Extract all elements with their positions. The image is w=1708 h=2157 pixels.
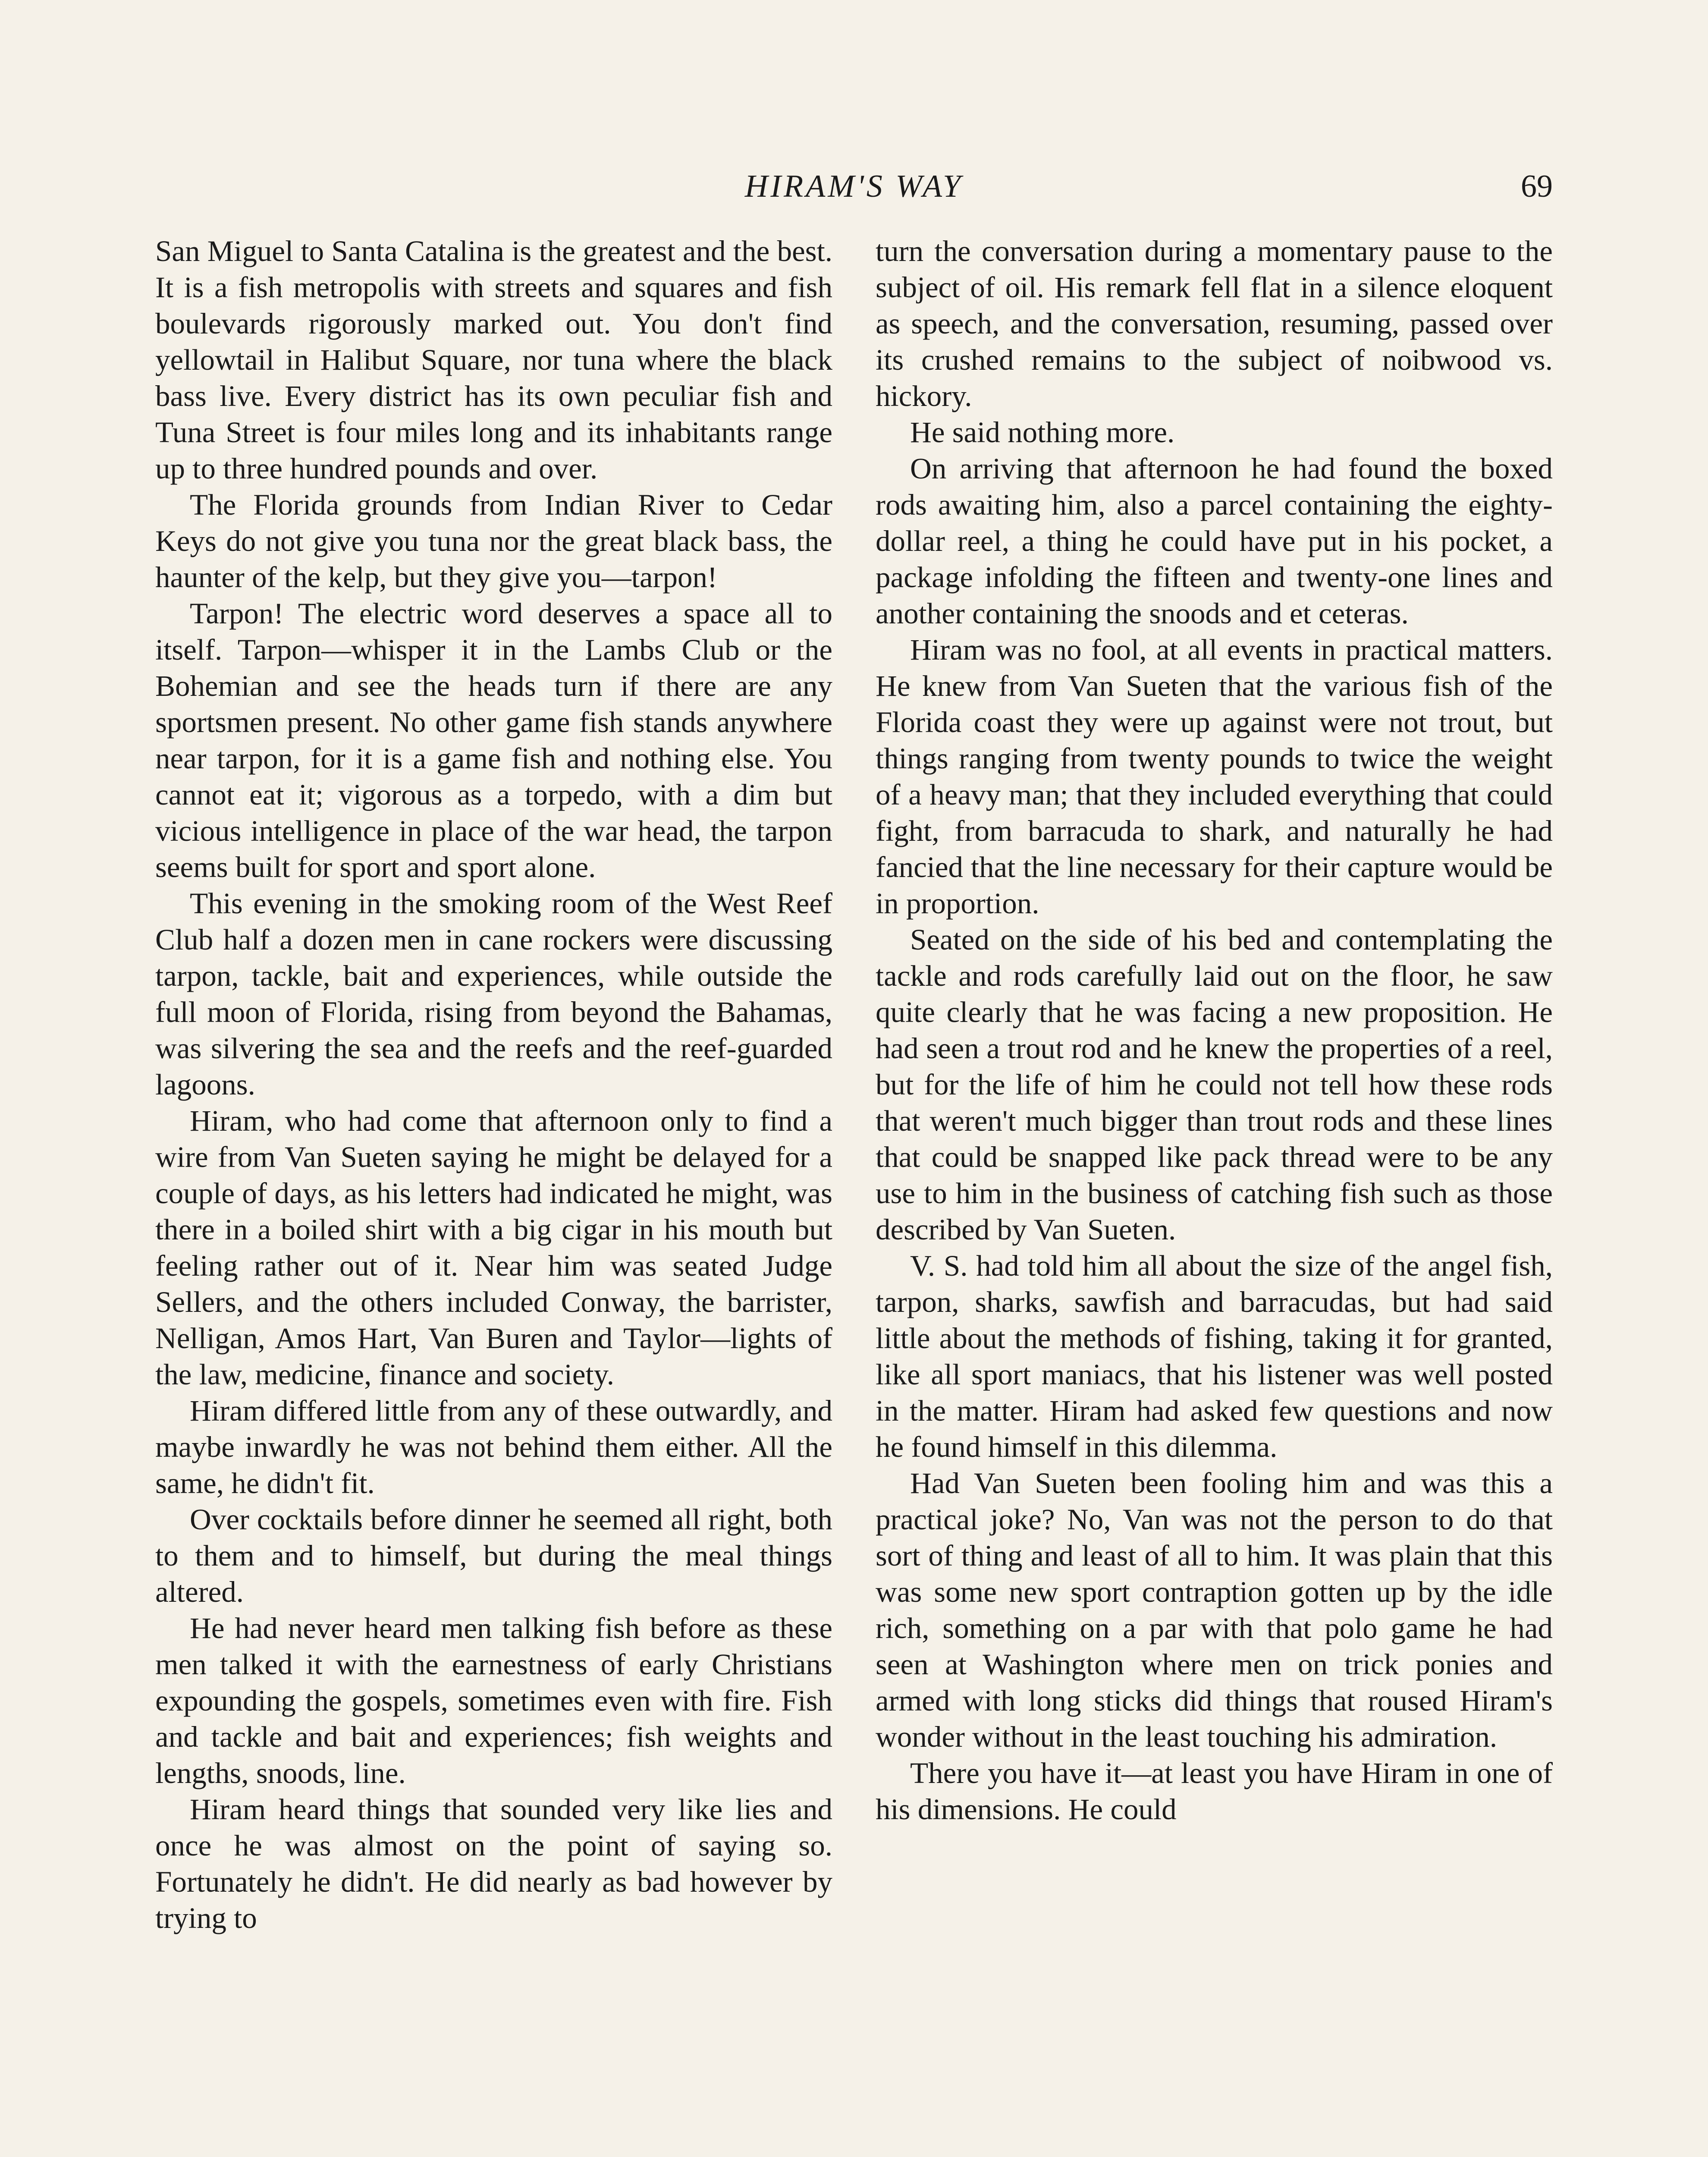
paragraph: Had Van Sueten been fooling him and was this a practical joke? No, Van was not the person to do that sort of thing and least of all to him. It was plain that this was some new sport contraption gotten up by the idle rich, something on a par with that polo game he had seen at Washington where men on trick ponies and armed with long sticks did things that roused Hiram's wonder without in the least touching his admiration. (876, 1467, 1553, 1753)
left-column (155, 233, 832, 1936)
paragraph: Hiram differed little from any of these outwardly, and maybe inwardly he was not behind them either. All the same, he didn't fit. (155, 1394, 832, 1500)
paragraph: Hiram heard things that sounded very like lies and once he was almost on the point of saying so. Fortunately he didn't. He did nearly as bad however by trying to (155, 1793, 832, 1934)
paragraph: turn the conversation during a momentary pause to the subject of oil. His remark fell flat in a silence eloquent as speech, and the conversation, resuming, passed over its crushed remains to the subject of noibwood vs. hickory. (876, 235, 1553, 412)
paragraph: V. S. had told him all about the size of the angel fish, tarpon, sharks, sawfish and barracudas, but had said little about the methods of fishing, taking it for granted, like all sport maniacs, that his listener was well posted in the matter. Hiram had asked few questions and now he found himself in this dilemma. (876, 1249, 1553, 1463)
paragraph: Hiram, who had come that afternoon only to find a wire from Van Sueten saying he might be delayed for a couple of days, as his letters had indicated he might, was there in a boiled shirt with a big cigar in his mouth but feeling rather out of it. Near him was seated Judge Sellers, and the others included Conway, the barrister, Nelligan, Amos Hart, Van Buren and Taylor—lights of the law, medicine, finance and society. (155, 1104, 832, 1391)
paragraph: There you have it—at least you have Hiram in one of his dimensions. He could (876, 1757, 1553, 1826)
paragraph: Over cocktails before dinner he seemed all right, both to them and to himself, but during the meal things altered. (155, 1503, 832, 1608)
right-column (876, 233, 1553, 1827)
page-header (155, 160, 1553, 212)
paragraph: San Miguel to Santa Catalina is the greatest and the best. It is a fish metropolis with streets and squares and fish boulevards rigorously marked out. You don't find yellowtail in Halibut Square, nor tuna where the black bass live. Every district has its own peculiar fish and Tuna Street is four miles long and its inhabitants range up to three hundred pounds and over. (155, 235, 832, 485)
paragraph: The Florida grounds from Indian River to Cedar Keys do not give you tuna nor the great black bass, the haunter of the kelp, but they give you—tarpon! (155, 488, 832, 594)
paragraph: He said nothing more. (910, 416, 1175, 449)
running-title: HIRAM'S WAY (744, 169, 964, 204)
paragraph: This evening in the smoking room of the West Reef Club half a dozen men in cane rockers were discussing tarpon, tackle, bait and experiences, while outside the full moon of Florida, rising from beyond the Bahamas, was silvering the sea and the reefs and the reef-guarded lagoons. (155, 887, 832, 1101)
page-number: 69 (1521, 169, 1553, 204)
paragraph: Tarpon! The electric word deserves a space all to itself. Tarpon—whisper it in the Lambs Club or the Bohemian and see the heads turn if there are any sportsmen present. No other game fish stands anywhere near tarpon, for it is a game fish and nothing else. You cannot eat it; vigorous as a torpedo, with a dim but vicious intelligence in place of the war head, the tarpon seems built for sport and sport alone. (155, 597, 832, 884)
paragraph: Seated on the side of his bed and contemplating the tackle and rods carefully laid out on the floor, he saw quite clearly that he was facing a new proposition. He had seen a trout rod and he knew the properties of a reel, but for the life of him he could not tell how these rods that weren't much bigger than trout rods and these lines that could be snapped like pack thread were to be any use to him in the business of catching fish such as those described by Van Sueten. (876, 923, 1553, 1246)
paragraph: Hiram was no fool, at all events in practical matters. He knew from Van Sueten that the various fish of the Florida coast they were up against were not trout, but things ranging from twenty pounds to twice the weight of a heavy man; that they included everything that could fight, from barracuda to shark, and naturally he had fancied that the line necessary for their capture would be in proportion. (876, 633, 1553, 920)
paragraph: On arriving that afternoon he had found the boxed rods awaiting him, also a parcel containing the eighty-dollar reel, a thing he could have put in his pocket, a package infolding the fifteen and twenty-one lines and another containing the snoods and et ceteras. (876, 452, 1553, 630)
paragraph: He had never heard men talking fish before as these men talked it with the earnestness of early Christians expounding the gospels, sometimes even with fire. Fish and tackle and bait and experiences; fish weights and lengths, snoods, line. (155, 1612, 832, 1789)
